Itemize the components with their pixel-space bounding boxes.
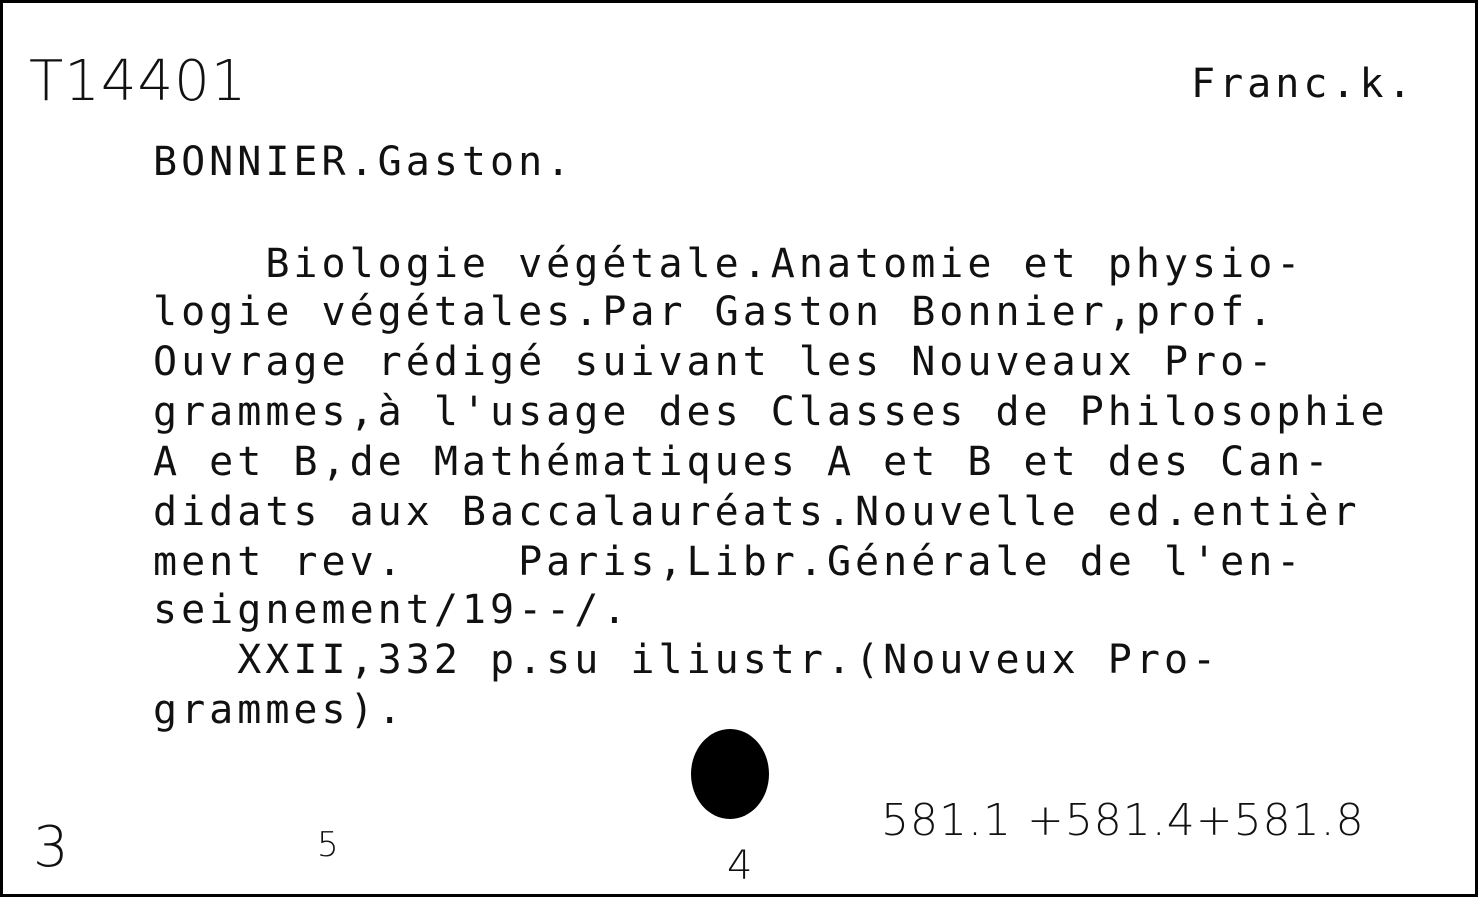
handwritten-mark-bottom: 4 [727,843,754,889]
language-code: Franc.k. [1191,61,1416,107]
description-line: XXII,332 p.su iliustr.(Nouveux Pro- [153,637,1221,683]
author-heading: BONNIER.Gaston. [153,139,575,185]
call-number: T14401 [29,49,248,114]
description-line: Ouvrage rédigé suivant les Nouveaux Pro- [153,339,1277,385]
description-line: Biologie végétale.Anatomie et physio- [153,241,1305,287]
description-line: logie végétales.Par Gaston Bonnier,prof. [153,289,1277,335]
description-line: ment rev. Paris,Libr.Générale de l'en- [153,539,1305,585]
description-line: didats aux Baccalauréats.Nouvelle ed.entièr [153,489,1361,535]
description-line: grammes). [153,687,406,733]
punch-hole [691,729,769,819]
handwritten-mark-left: 3 [33,815,70,880]
handwritten-mark-middle: 5 [317,825,340,865]
description-line: seignement/19--/. [153,587,631,633]
description-line: A et B,de Mathématiques A et B et des Can- [153,439,1333,485]
classification-number: 581.1 +581.4+581.8 [881,795,1365,846]
description-line: grammes,à l'usage des Classes de Philosophie [153,389,1389,435]
